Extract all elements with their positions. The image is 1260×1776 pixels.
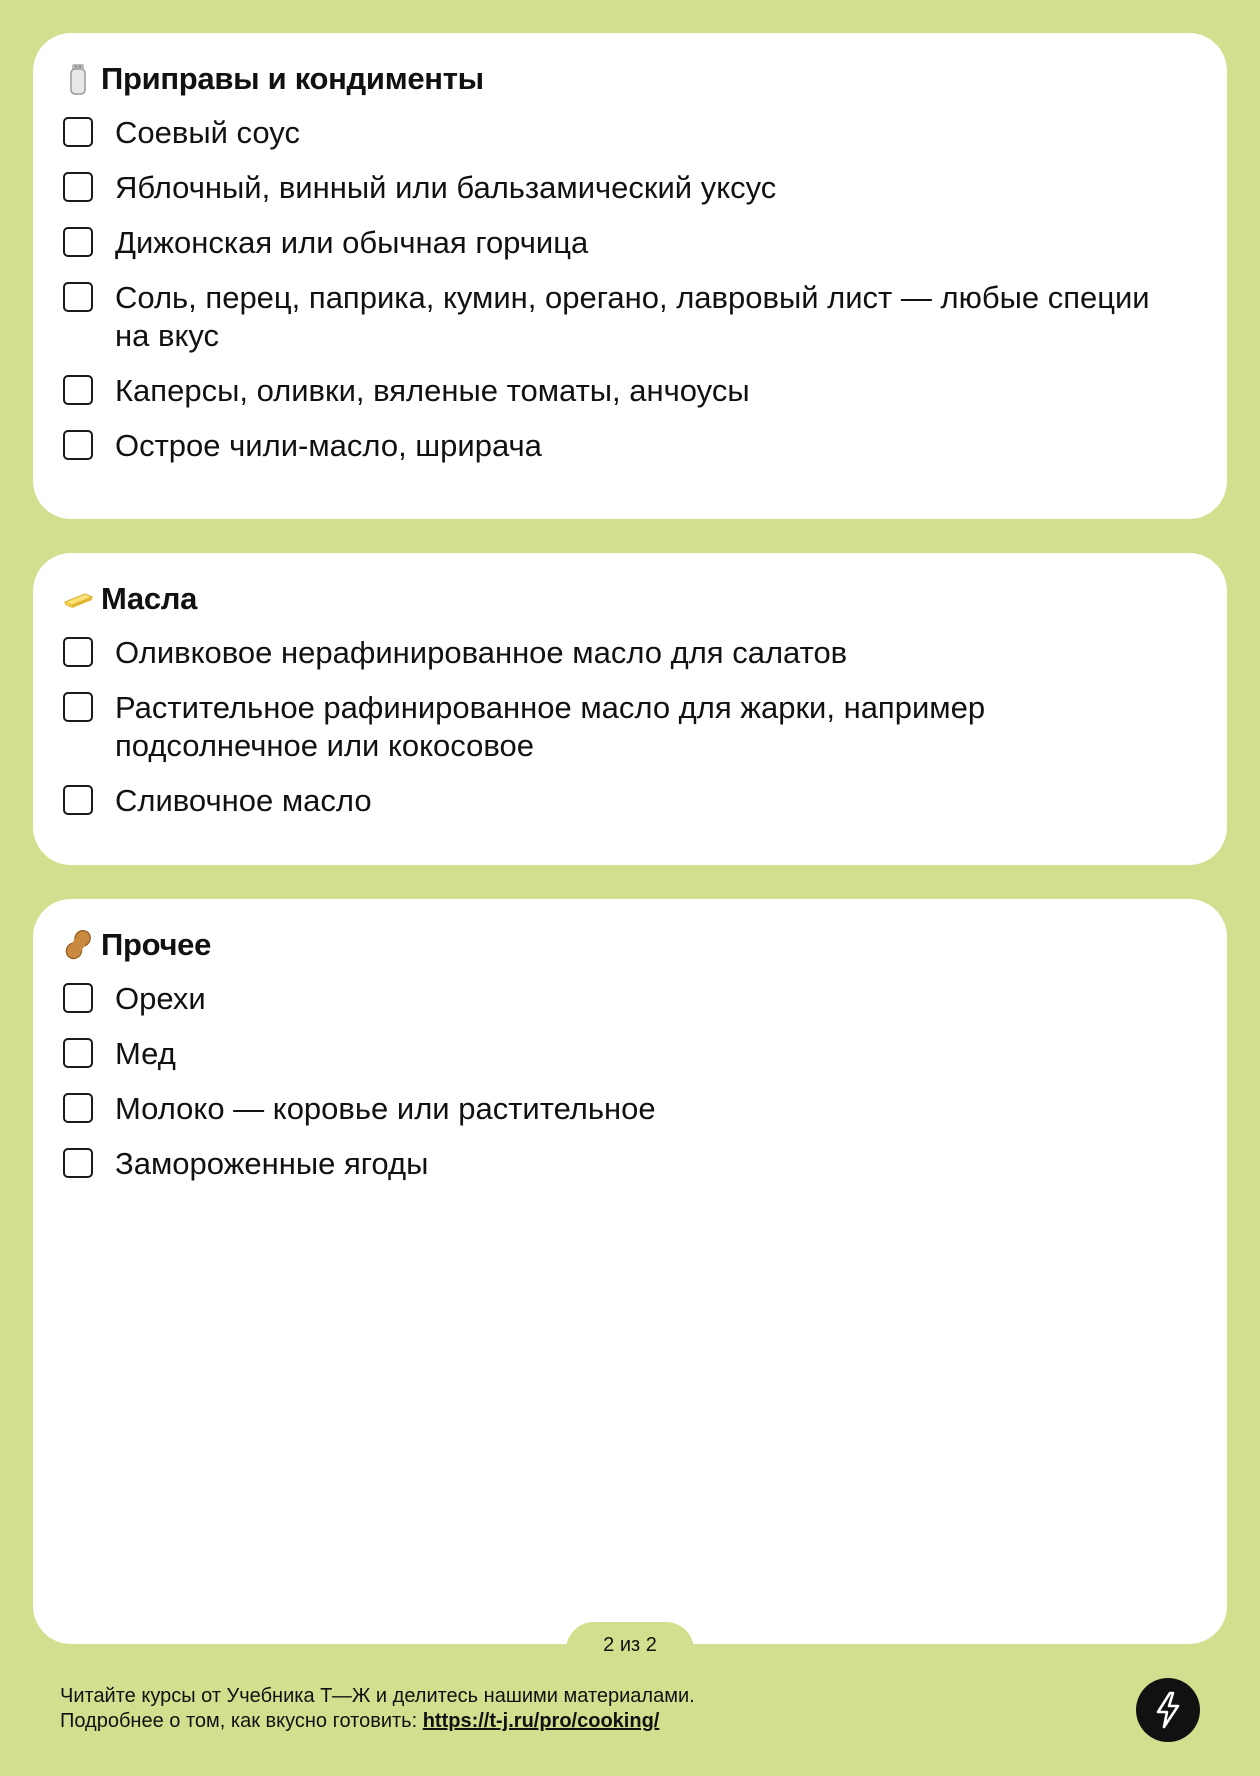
footer-link[interactable]: https://t-j.ru/pro/cooking/	[422, 1710, 660, 1732]
section-heading	[63, 581, 197, 617]
item-label: Молоко — коровье или растительное	[115, 1091, 656, 1126]
list-item[interactable]	[63, 1038, 1167, 1073]
page-indicator	[566, 1622, 694, 1678]
lightning-icon	[1151, 1690, 1185, 1730]
checklist	[63, 637, 1167, 840]
butter-icon	[63, 582, 93, 616]
brand-logo[interactable]	[1136, 1678, 1200, 1742]
list-item[interactable]	[63, 785, 1167, 820]
list-item[interactable]	[63, 172, 1167, 207]
item-label: Замороженные ягоды	[115, 1146, 429, 1181]
list-item[interactable]	[63, 692, 1167, 765]
item-label: Оливковое нерафинированное масло для салатов	[115, 635, 848, 670]
section-title: Приправы и кондименты	[101, 61, 484, 96]
checkbox[interactable]	[63, 785, 93, 815]
checkbox[interactable]	[63, 1148, 93, 1178]
list-item[interactable]	[63, 375, 1167, 410]
footer	[60, 1684, 695, 1734]
checkbox[interactable]	[63, 1038, 93, 1068]
section-card-spices	[33, 33, 1227, 519]
item-label: Сливочное масло	[115, 783, 372, 818]
footer-line-2	[60, 1709, 695, 1734]
item-label: Соль, перец, паприка, кумин, орегано, лавровый лист — любые специи на вкус	[115, 280, 1150, 353]
footer-prefix: Подробнее о том, как вкусно готовить:	[60, 1710, 418, 1732]
list-item[interactable]	[63, 983, 1167, 1018]
checkbox[interactable]	[63, 637, 93, 667]
peanut-icon	[63, 928, 93, 962]
checkbox[interactable]	[63, 1093, 93, 1123]
section-title: Масла	[101, 581, 198, 616]
list-item[interactable]	[63, 282, 1167, 355]
checkbox[interactable]	[63, 172, 93, 202]
page-indicator-text: 2 из 2	[603, 1633, 657, 1656]
list-item[interactable]	[63, 117, 1167, 152]
checkbox[interactable]	[63, 375, 93, 405]
checkbox[interactable]	[63, 117, 93, 147]
list-item[interactable]	[63, 637, 1167, 672]
item-label: Дижонская или обычная горчица	[115, 225, 589, 260]
item-label: Острое чили-масло, шрирача	[115, 428, 542, 463]
checkbox[interactable]	[63, 430, 93, 460]
list-item[interactable]	[63, 227, 1167, 262]
checkbox[interactable]	[63, 983, 93, 1013]
list-item[interactable]	[63, 430, 1167, 465]
salt-shaker-icon	[63, 62, 93, 96]
section-card-other	[33, 899, 1227, 1644]
footer-line-1: Читайте курсы от Учебника Т—Ж и делитесь нашими материалами.	[60, 1685, 695, 1707]
section-card-oils	[33, 553, 1227, 865]
checkbox[interactable]	[63, 227, 93, 257]
checklist	[63, 983, 1167, 1203]
list-item[interactable]	[63, 1148, 1167, 1183]
item-label: Каперсы, оливки, вяленые томаты, анчоусы	[115, 373, 750, 408]
checkbox[interactable]	[63, 692, 93, 722]
item-label: Растительное рафинированное масло для жарки, например подсолнечное или кокосовое	[115, 690, 986, 763]
section-title: Прочее	[101, 927, 212, 962]
list-item[interactable]	[63, 1093, 1167, 1128]
item-label: Орехи	[115, 981, 206, 1016]
section-heading	[63, 927, 211, 963]
checklist	[63, 117, 1167, 485]
item-label: Яблочный, винный или бальзамический уксус	[115, 170, 777, 205]
checkbox[interactable]	[63, 282, 93, 312]
section-heading	[63, 61, 484, 97]
item-label: Соевый соус	[115, 115, 300, 150]
item-label: Мед	[115, 1036, 176, 1071]
